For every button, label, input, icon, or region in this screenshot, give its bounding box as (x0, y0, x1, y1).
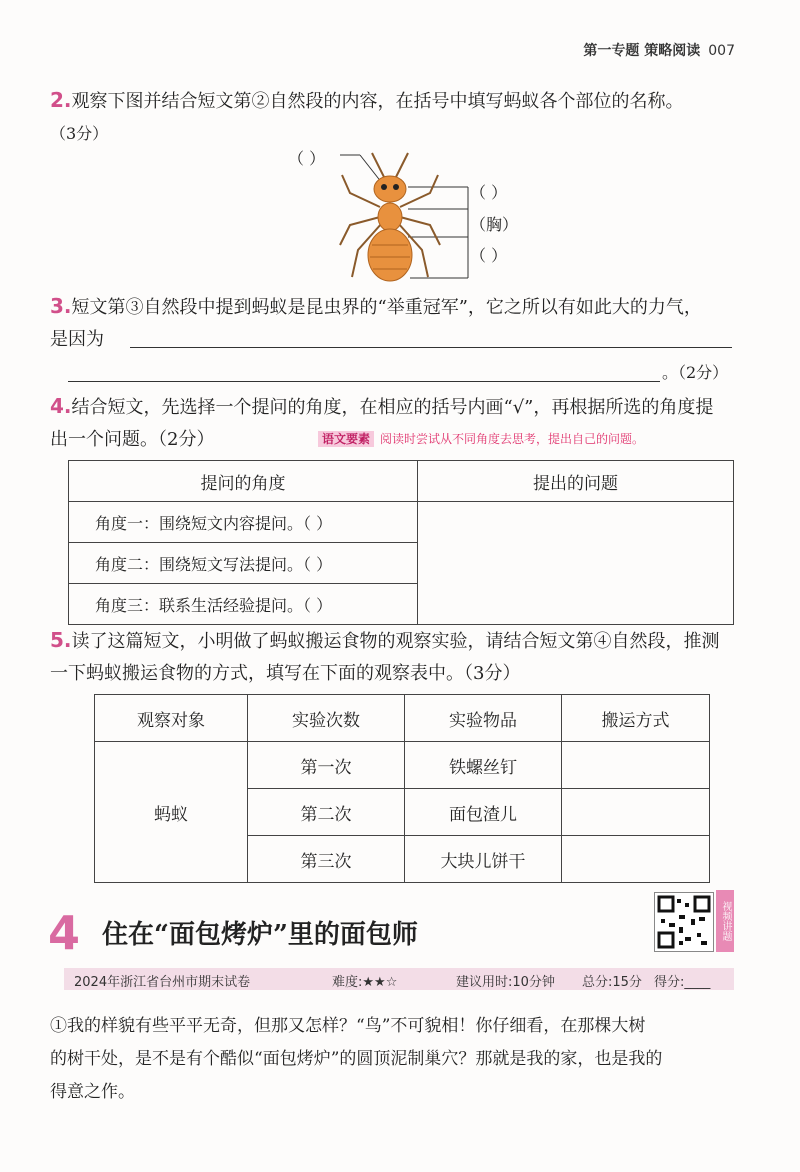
passage-line: ①我的样貌有些平平无奇，但那又怎样？“鸟”不可貌相！你仔细看，在那棵大树 (50, 1016, 646, 1036)
angle-option[interactable]: 角度三：联系生活经验提问。（ ） (69, 584, 418, 625)
table-header: 实验物品 (405, 695, 562, 742)
literacy-tip (318, 430, 644, 447)
ant-head (374, 176, 406, 202)
question-text: 结合短文，先选择一个提问的角度，在相应的括号内画“√”，再根据所选的角度提 (71, 397, 714, 418)
label-head: （ ） (470, 183, 508, 202)
question-angle-table (68, 460, 734, 625)
table-header: 提问的角度 (69, 461, 418, 502)
angle-option[interactable]: 角度一：围绕短文内容提问。（ ） (69, 502, 418, 543)
passage (50, 1010, 750, 1109)
times-cell: 第一次 (248, 742, 405, 789)
qr-code-icon[interactable] (654, 892, 714, 952)
question-number: 5. (50, 628, 72, 652)
lesson-number: 4 (48, 906, 81, 960)
tip-text: 阅读时尝试从不同角度去思考，提出自己的问题。 (380, 432, 645, 446)
question-2 (50, 84, 750, 150)
question-score: 。（2分） (662, 363, 729, 382)
score-field[interactable]: 得分:____ (654, 975, 711, 990)
lesson-title: 住在“面包烤炉”里的面包师 (102, 920, 418, 950)
table-header: 观察对象 (95, 695, 248, 742)
question-text-2: 是因为 (50, 329, 104, 350)
question-text: 读了这篇短文，小明做了蚂蚁搬运食物的观察实验，请结合短文第④自然段，推测 (71, 631, 720, 652)
method-answer-cell[interactable] (562, 836, 710, 883)
section-title: 第一专题 策略阅读 (583, 43, 701, 59)
question-number: 4. (50, 394, 72, 418)
table-header: 搬运方式 (562, 695, 710, 742)
label-antenna: （ ） (288, 149, 326, 168)
angle-option[interactable]: 角度二：围绕短文写法提问。（ ） (69, 543, 418, 584)
method-answer-cell[interactable] (562, 789, 710, 836)
ant-thorax (378, 203, 402, 231)
question-answer-cell[interactable] (418, 502, 734, 625)
table-header: 实验次数 (248, 695, 405, 742)
label-thorax: （胸） (470, 215, 519, 234)
method-answer-cell[interactable] (562, 742, 710, 789)
exercise-info-bar (64, 968, 734, 990)
exam-source: 2024年浙江省台州市期末试卷 (74, 975, 251, 990)
total-score: 总分:15分 (582, 975, 642, 990)
ant-abdomen (368, 229, 412, 281)
video-explanation-label[interactable]: 视频讲题 (716, 890, 734, 952)
subject-cell: 蚂蚁 (95, 742, 248, 883)
question-number: 2. (50, 88, 72, 112)
question-text: 观察下图并结合短文第②自然段的内容，在括号中填写蚂蚁各个部位的名称。 (71, 91, 684, 112)
ant-eye (381, 184, 387, 190)
question-text: 短文第③自然段中提到蚂蚁是昆虫界的“举重冠军”，它之所以有如此大的力气， (71, 297, 702, 318)
suggested-time: 建议用时:10分钟 (456, 975, 555, 990)
question-5 (50, 624, 750, 690)
item-cell: 面包渣儿 (405, 789, 562, 836)
passage-line: 的树干处，是不是有个酷似“面包烤炉”的圆顶泥制巢穴？那就是我的家，也是我的 (50, 1049, 663, 1069)
difficulty-rating: 难度:★★☆ (332, 975, 398, 990)
question-text-2: 出一个问题。（2分） (50, 429, 215, 450)
passage-line: 得意之作。 (50, 1082, 135, 1102)
table-row (95, 742, 710, 789)
question-text-2: 一下蚂蚁搬运食物的方式，填写在下面的观察表中。（3分） (50, 663, 521, 684)
table-header: 提出的问题 (418, 461, 734, 502)
ant-eye (393, 184, 399, 190)
page-number: 007 (708, 43, 735, 59)
item-cell: 大块儿饼干 (405, 836, 562, 883)
tip-chip: 语文要素 (318, 431, 374, 447)
question-score: （3分） (50, 124, 109, 143)
observation-table (94, 694, 710, 883)
item-cell: 铁螺丝钉 (405, 742, 562, 789)
page-header (583, 40, 735, 60)
answer-line[interactable] (68, 381, 660, 382)
question-number: 3. (50, 294, 72, 318)
times-cell: 第三次 (248, 836, 405, 883)
answer-line[interactable] (130, 347, 732, 348)
times-cell: 第二次 (248, 789, 405, 836)
label-abdomen: （ ） (470, 246, 508, 265)
